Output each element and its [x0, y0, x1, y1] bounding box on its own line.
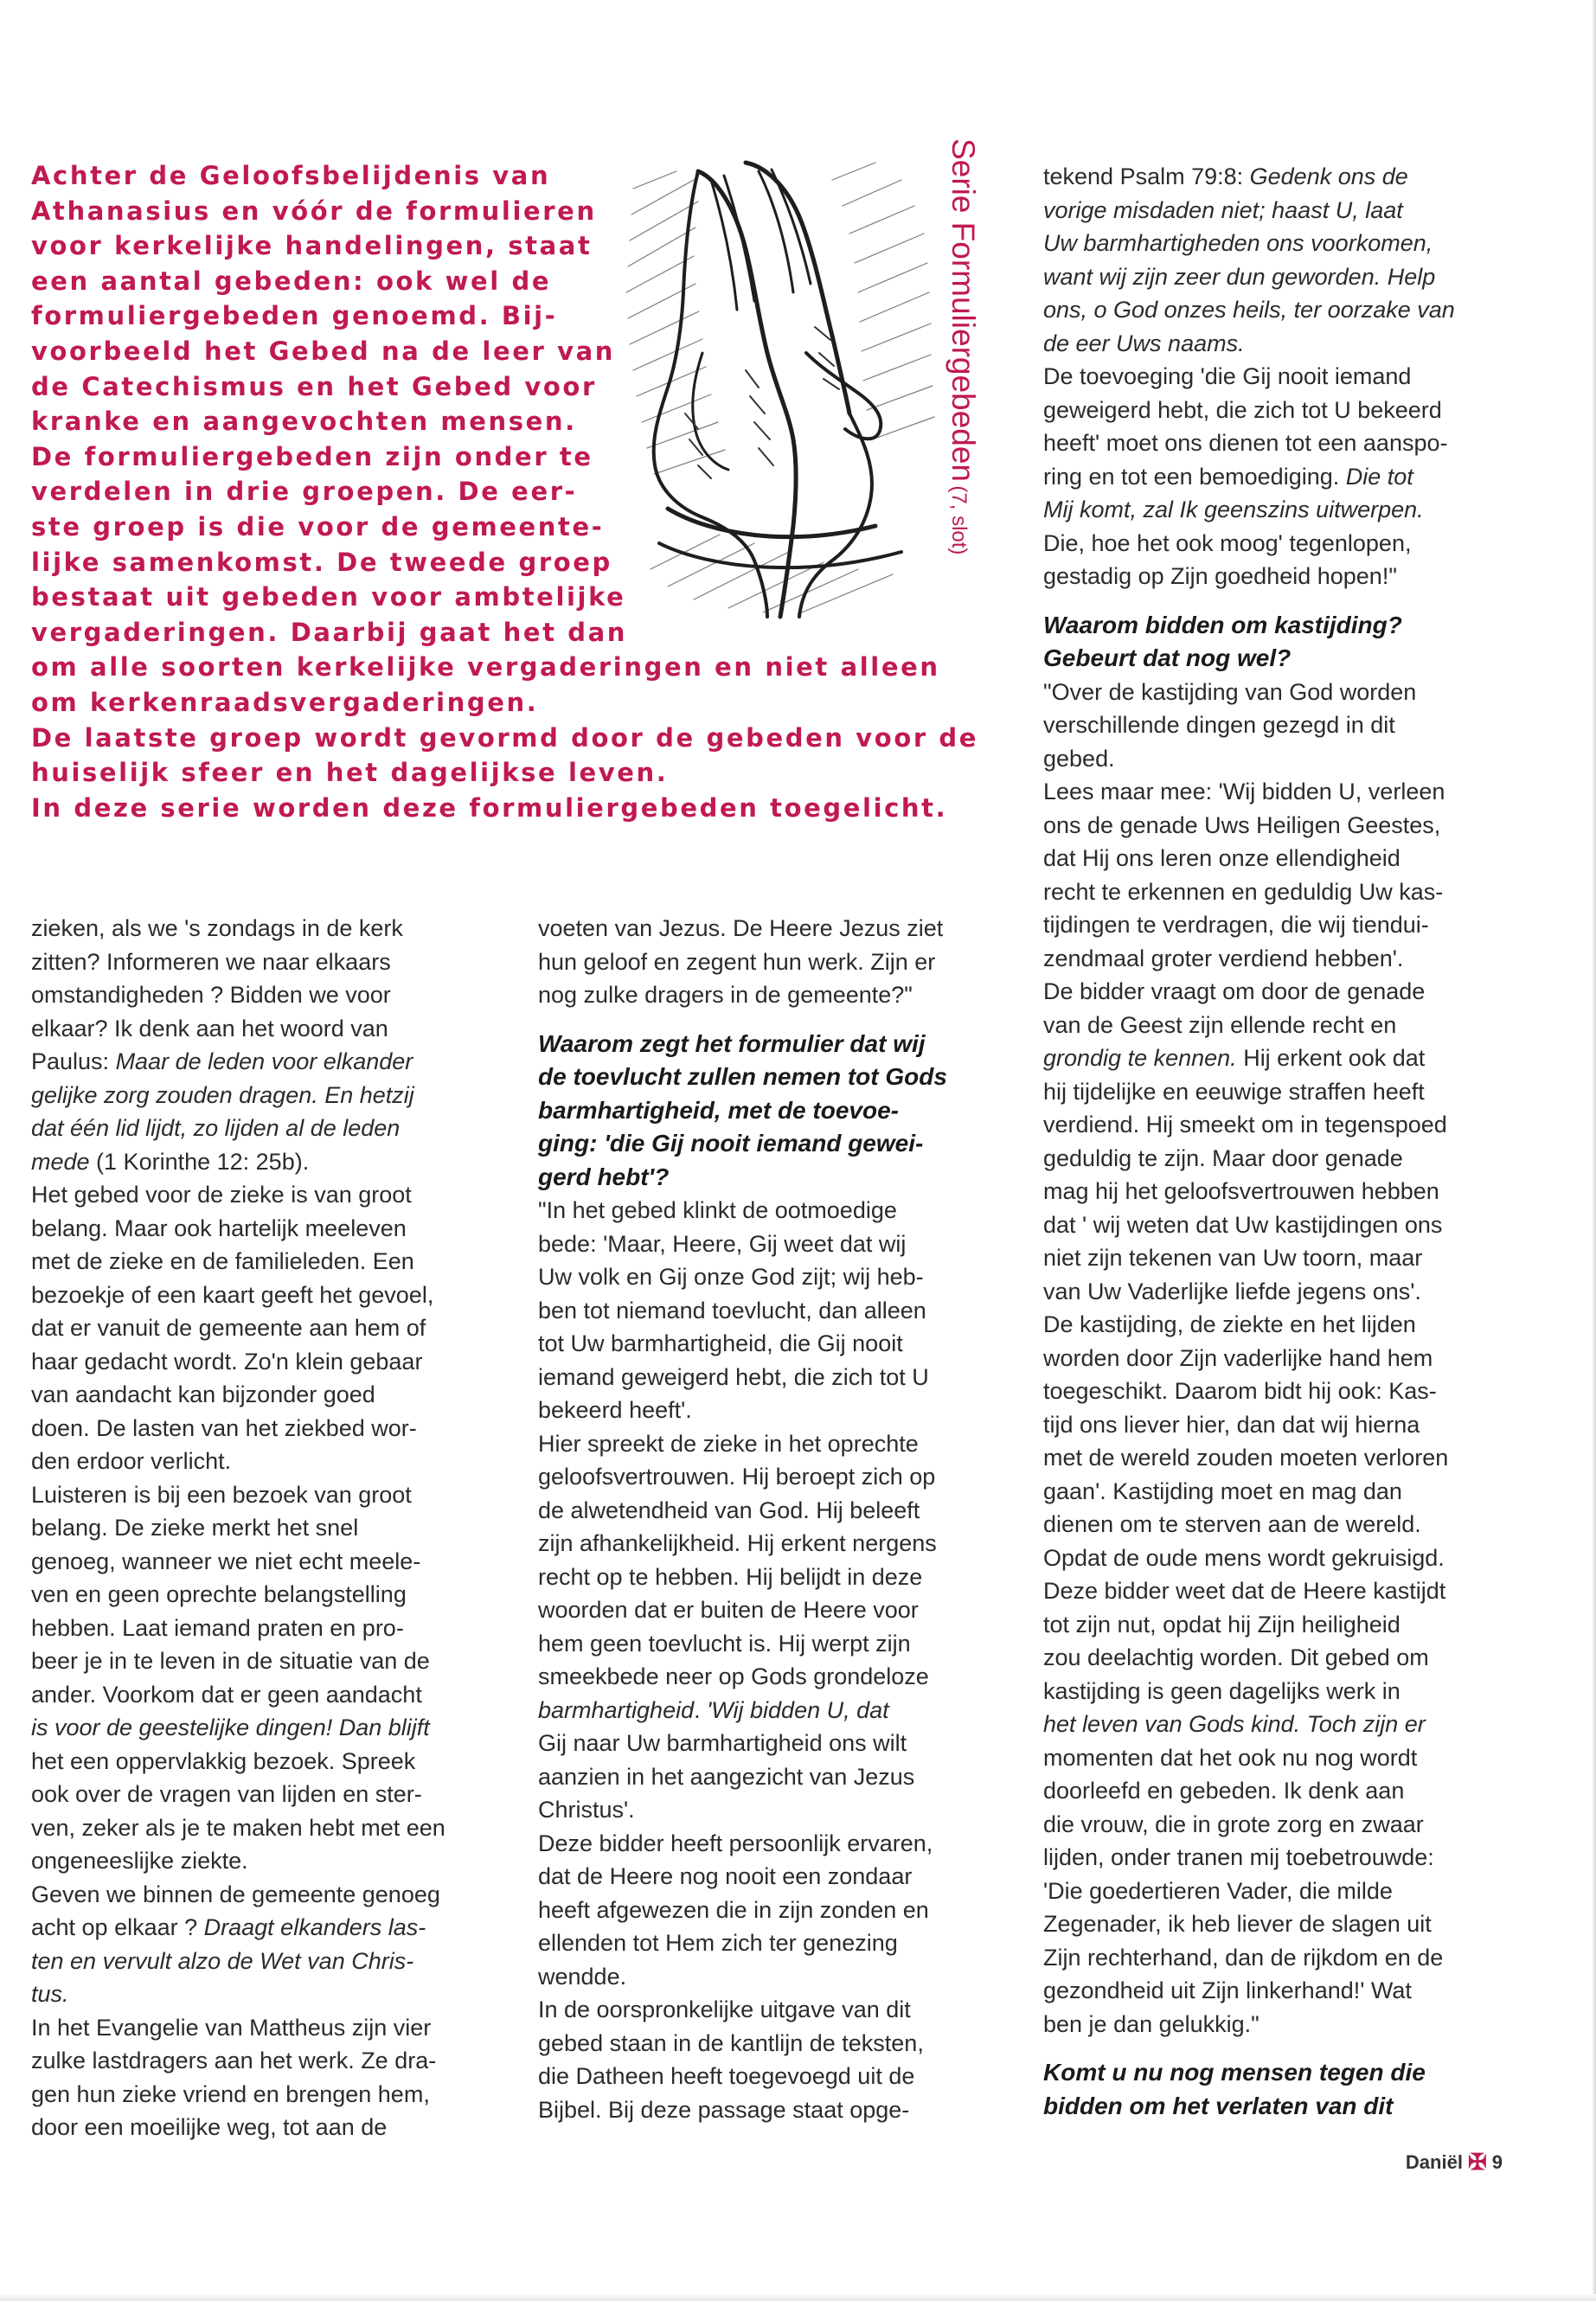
text-line	[31, 912, 516, 945]
text: De toevoeging 'die Gij nooit iemand	[1043, 363, 1412, 389]
text: momenten dat het ook nu nog wordt	[1043, 1744, 1418, 1771]
text: smeekbede neer op Gods grondeloze	[538, 1663, 929, 1689]
paragraph-gap	[1043, 593, 1562, 609]
text-line	[1043, 1941, 1562, 1975]
text-line	[31, 1778, 516, 1811]
intro-line: voorbeeld het Gebed na de leer van	[31, 336, 615, 366]
text-line	[31, 1711, 516, 1745]
intro-line: Achter de Geloofsbelijdenis van	[31, 161, 551, 190]
text: geloofsvertrouwen. Hij beroept zich op	[538, 1464, 936, 1490]
text-line	[1043, 426, 1562, 460]
article-column-3	[1043, 160, 1562, 2123]
text-line	[1043, 975, 1562, 1009]
text-line	[1043, 194, 1562, 228]
text: iemand geweigerd hebt, die zich tot U	[538, 1363, 929, 1390]
text: woorden dat er buiten de Heere voor	[538, 1597, 919, 1623]
text: Die, hoe het ook moog' tegenlopen,	[1043, 529, 1412, 556]
text-line	[1043, 775, 1562, 809]
text: Zegenader, ik heb liever de slagen uit	[1043, 1911, 1432, 1937]
text-line	[1043, 1308, 1562, 1342]
text: die vrouw, die in grote zorg en zwaar	[1043, 1811, 1424, 1837]
text-line	[538, 2027, 1022, 2061]
text-line	[1043, 1541, 1562, 1575]
text: voeten van Jezus. De Heere Jezus ziet	[538, 915, 944, 941]
text: die Datheen heeft toegevoegd uit de	[538, 2063, 915, 2089]
italic-text: 'Wij bidden U, dat	[707, 1696, 889, 1723]
intro-line: Athanasius en vóór de formulieren	[31, 195, 597, 226]
magazine-name: Daniël	[1405, 2150, 1463, 2173]
text-line	[538, 978, 1022, 1012]
text-line	[1043, 1708, 1562, 1741]
text-line	[1043, 1974, 1562, 2008]
text-line	[1043, 327, 1562, 361]
text-line	[1043, 1142, 1562, 1176]
section-heading: gerd hebt'?	[538, 1163, 670, 1190]
intro-line: om kerkenraadsvergaderingen.	[31, 687, 539, 717]
text: heeft afgewezen die in zijn zonden en	[538, 1896, 929, 1923]
intro-line: formuliergebeden genoemd. Bij-	[31, 301, 558, 331]
text: ven en geen oprechte belangstelling	[31, 1581, 407, 1607]
text: Gij naar Uw barmhartigheid ons wilt	[538, 1730, 907, 1756]
text: ben tot niemand toevlucht, dan alleen	[538, 1297, 926, 1324]
text-line	[31, 1245, 516, 1279]
text: gen hun zieke vriend en brengen hem,	[31, 2080, 430, 2107]
italic-text: want wij zijn zeer dun geworden. Help	[1043, 263, 1436, 290]
text-line	[1043, 1375, 1562, 1408]
text: Bijbel. Bij deze passage staat opge-	[538, 2096, 910, 2123]
text-line	[1043, 1574, 1562, 1608]
text-line	[31, 1279, 516, 1312]
text-line	[31, 1045, 516, 1079]
text: Deze bidder heeft persoonlijk ervaren,	[538, 1830, 933, 1856]
text-line	[31, 1678, 516, 1712]
text: recht te erkennen en geduldig Uw kas-	[1043, 878, 1444, 905]
praying-hands-illustration	[616, 154, 945, 621]
text: nog zulke dragers in de gemeente?"	[538, 982, 913, 1008]
text: Deze bidder weet dat de Heere kastijdt	[1043, 1578, 1446, 1604]
series-title-main: Serie Formuliergebeden	[945, 138, 981, 482]
text-line	[538, 1494, 1022, 1528]
text: belang. Maar ook hartelijk meeleven	[31, 1215, 407, 1241]
text: Zijn rechterhand, dan de rijkdom en de	[1043, 1944, 1444, 1971]
italic-text: Uw barmhartigheden ons voorkomen,	[1043, 230, 1433, 256]
text-line	[538, 1394, 1022, 1427]
text-line	[31, 1079, 516, 1112]
text-line	[1043, 1441, 1562, 1475]
intro-line: De laatste groep wordt gevormd door de gebeden voor de	[31, 722, 979, 753]
fleur-cross-icon: ✠	[1467, 2149, 1487, 2175]
text: omstandigheden ? Bidden we voor	[31, 982, 391, 1008]
text: hebben. Laat iemand praten en pro-	[31, 1614, 404, 1641]
text: Uw volk en Gij onze God zijt; wij heb-	[538, 1264, 924, 1290]
text: hem geen toevlucht is. Hij werpt zijn	[538, 1630, 911, 1657]
text: tijd ons liever hier, dan dat wij hierna	[1043, 1411, 1420, 1438]
page-edge-bottom	[0, 2294, 1596, 2301]
text-line	[31, 1311, 516, 1345]
text-line	[538, 1361, 1022, 1394]
text-line	[538, 1926, 1022, 1960]
text: ons de genade Uws Heiligen Geestes,	[1043, 811, 1441, 838]
paragraph-gap	[1043, 2041, 1562, 2056]
text-line	[538, 1593, 1022, 1627]
text-line	[1043, 1342, 1562, 1375]
text-line	[538, 1294, 1022, 1328]
text-line	[1043, 1275, 1562, 1309]
italic-text: ten en vervult alzo de Wet van Chris-	[31, 1947, 414, 1974]
text-line	[31, 945, 516, 979]
text-line	[1043, 809, 1562, 843]
text: mag hij het geloofsvertrouwen hebben	[1043, 1178, 1439, 1204]
text: tijdingen te verdragen, die wij tiendui-	[1043, 912, 1429, 938]
text: geweigerd hebt, die zich tot U bekeerd	[1043, 396, 1442, 423]
text-line	[538, 1660, 1022, 1694]
italic-text: Maar de leden voor elkander	[115, 1048, 413, 1074]
intro-line: voor kerkelijke handelingen, staat	[31, 231, 593, 261]
text-line	[1043, 942, 1562, 976]
section-heading: bidden om het verlaten van dit	[1043, 2092, 1394, 2119]
italic-text: tus.	[31, 1981, 69, 2007]
text-line	[538, 1194, 1022, 1227]
intro-line: huiselijk sfeer en het dagelijkse leven.	[31, 758, 669, 788]
text: dienen om te sterven aan de wereld.	[1043, 1511, 1421, 1537]
text-line	[538, 1727, 1022, 1760]
text: In het Evangelie van Mattheus zijn vier	[31, 2014, 432, 2041]
italic-text: Draagt elkanders las-	[203, 1914, 426, 1940]
text: zou deelachtig worden. Dit gebed om	[1043, 1644, 1429, 1670]
text-line	[31, 1977, 516, 2011]
section-heading: Komt u nu nog mensen tegen die	[1043, 2059, 1426, 2086]
text-line	[31, 2044, 516, 2078]
page-number: 9	[1491, 2150, 1503, 2173]
text-line	[1043, 842, 1562, 875]
text: zitten? Informeren we naar elkaars	[31, 948, 391, 975]
text: hij tijdelijke en eeuwige straffen heeft	[1043, 1078, 1425, 1105]
text: Het gebed voor de zieke is van groot	[31, 1182, 412, 1208]
italic-text: mede	[31, 1148, 90, 1175]
text-line	[1043, 493, 1562, 527]
text: verschillende dingen gezegd in dit	[1043, 712, 1395, 738]
text: dat de Heere nog nooit een zondaar	[538, 1863, 913, 1889]
text: De kastijding, de ziekte en het lijden	[1043, 1311, 1416, 1337]
text: worden door Zijn vaderlijke hand hem	[1043, 1344, 1433, 1371]
text: lijden, onder tranen mij toebetrouwde:	[1043, 1844, 1434, 1870]
text: bede: 'Maar, Heere, Gij weet dat wij	[538, 1230, 907, 1257]
text-line	[1043, 1475, 1562, 1509]
text-line	[31, 1844, 516, 1878]
section-heading: Waarom zegt het formulier dat wij	[538, 1029, 926, 1057]
text-line	[1043, 1075, 1562, 1109]
italic-text: dat één lid lijdt, zo lijden al de leden	[31, 1115, 401, 1141]
section-heading: Waarom bidden om kastijding?	[1043, 611, 1402, 638]
intro-line: In deze serie worden deze formuliergebeden toegelicht.	[31, 792, 948, 823]
text: haar gedacht wordt. Zo'n klein gebaar	[31, 1348, 423, 1375]
text-line	[31, 1212, 516, 1246]
text: ongeneeslijke ziekte.	[31, 1848, 248, 1874]
text: Hij erkent ook dat	[1236, 1045, 1426, 1071]
text: zieken, als we 's zondags in de kerk	[31, 915, 403, 941]
text-line	[1043, 742, 1562, 776]
text: ander. Voorkom dat er geen aandacht	[31, 1681, 422, 1708]
text-line	[538, 2060, 1022, 2093]
italic-text: het leven van Gods kind. Toch zijn er	[1043, 1711, 1426, 1737]
text: hun geloof en zegent hun werk. Zijn er	[538, 948, 936, 975]
section-heading: Gebeurt dat nog wel?	[1043, 644, 1292, 671]
italic-text: Mij komt, zal Ik geenszins uitwerpen.	[1043, 497, 1424, 522]
text: gezondheid uit Zijn linkerhand!' Wat	[1043, 1977, 1412, 2003]
text-line	[31, 1478, 516, 1512]
text-line	[538, 1227, 1022, 1261]
text: Geven we binnen de gemeente genoeg	[31, 1881, 440, 1907]
text: dat er vanuit de gemeente aan hem of	[31, 1315, 426, 1341]
text: ben je dan gelukkig."	[1043, 2010, 1259, 2037]
text-line	[538, 1793, 1022, 1827]
text: doen. De lasten van het ziekbed wor-	[31, 1414, 417, 1441]
italic-text: grondig te kennen.	[1043, 1045, 1237, 1071]
text: tekend Psalm 79:8:	[1043, 163, 1250, 189]
text-line	[1043, 1608, 1562, 1642]
text: Luisteren is bij een bezoek van groot	[31, 1481, 412, 1508]
text-line	[31, 1811, 516, 1845]
section-heading: de toevlucht zullen nemen tot Gods	[538, 1063, 947, 1090]
intro-line: ste groep is die voor de gemeente-	[31, 511, 605, 542]
text: van aandacht kan bijzonder goed	[31, 1381, 375, 1407]
text-line	[31, 1878, 516, 1912]
article-column-1	[31, 912, 516, 2144]
text: bekeerd heeft'.	[538, 1397, 692, 1423]
text-line	[1043, 1108, 1562, 1142]
intro-line: vergaderingen. Daarbij gaat het dan	[31, 617, 628, 647]
text: doorleefd en gebeden. Ik denk aan	[1043, 1778, 1405, 1804]
text: Hier spreekt de zieke in het oprechte	[538, 1430, 919, 1457]
text: gaan'. Kastijding moet en mag dan	[1043, 1477, 1402, 1504]
text: gebed.	[1043, 745, 1115, 772]
text: met de wereld zouden moeten verloren	[1043, 1445, 1449, 1471]
intro-line: een aantal gebeden: ook wel de	[31, 266, 552, 296]
intro-line: lijke samenkomst. De tweede groep	[31, 547, 612, 577]
italic-text: Die tot	[1345, 463, 1413, 490]
text-line	[1043, 1875, 1562, 1908]
text-line	[538, 912, 1022, 945]
text-line	[538, 945, 1022, 979]
text-line	[538, 2093, 1022, 2127]
text-line	[31, 1445, 516, 1478]
text-line	[31, 1178, 516, 1212]
text: (1 Korinthe 12: 25b).	[89, 1148, 310, 1175]
text-line	[1043, 394, 1562, 427]
text-line	[31, 2111, 516, 2144]
text: genoeg, wanneer we niet echt meele-	[31, 1548, 421, 1574]
text-line	[1043, 527, 1562, 561]
text: zendmaal groter verdiend hebben'.	[1043, 945, 1404, 971]
text-line	[31, 1545, 516, 1579]
intro-line: De formuliergebeden zijn onder te	[31, 441, 593, 471]
text-line	[1043, 260, 1562, 294]
text: geduldig te zijn. Maar door genade	[1043, 1144, 1403, 1171]
text-line	[538, 1894, 1022, 1927]
text: bezoekje of een kaart geeft het gevoel,	[31, 1281, 434, 1308]
text-line	[538, 1993, 1022, 2027]
text: van Uw Vaderlijke liefde jegens ons'.	[1043, 1278, 1421, 1304]
text-line	[538, 1561, 1022, 1594]
intro-line: kranke en aangevochten mensen.	[31, 407, 577, 437]
text-line	[31, 2011, 516, 2045]
intro-line: de Catechismus en het Gebed voor	[31, 371, 597, 401]
text-line	[538, 1960, 1022, 1994]
text: ven, zeker als je te maken hebt met een	[31, 1814, 445, 1841]
text-line	[1043, 708, 1562, 742]
text-line	[31, 1112, 516, 1145]
text: Paulus:	[31, 1048, 116, 1074]
text: Lees maar mee: 'Wij bidden U, verleen	[1043, 779, 1445, 804]
text-line	[31, 1412, 516, 1445]
text-line	[31, 1578, 516, 1612]
text-line	[1043, 1208, 1562, 1242]
text-line	[31, 1612, 516, 1645]
text-line	[31, 1511, 516, 1545]
text: ellenden tot Hem zich ter genezing	[538, 1930, 898, 1956]
text-line	[31, 2078, 516, 2112]
text: .	[694, 1696, 708, 1723]
text-line	[31, 1345, 516, 1379]
text-line	[1043, 1841, 1562, 1875]
text: recht op te hebben. Hij belijdt in deze	[538, 1563, 923, 1590]
text: acht op elkaar ?	[31, 1914, 204, 1940]
text: tot zijn nut, opdat hij Zijn heiligheid	[1043, 1611, 1401, 1638]
text: ook over de vragen van lijden en ster-	[31, 1781, 422, 1807]
italic-text: Gedenk ons de	[1249, 163, 1408, 189]
text-line	[1043, 560, 1562, 593]
series-title	[939, 138, 990, 649]
text-line	[1043, 875, 1562, 909]
text: In de oorspronkelijke uitgave van dit	[538, 1997, 911, 2022]
text-line	[1043, 360, 1562, 394]
text-line	[538, 1327, 1022, 1361]
intro-line: verdelen in drie groepen. De eer-	[31, 477, 578, 507]
section-heading: barmhartigheid, met de toevoe-	[538, 1096, 899, 1124]
text: verdiend. Hij smeekt om in tegenspoed	[1043, 1112, 1447, 1138]
text: 'Die goedertieren Vader, die milde	[1043, 1877, 1393, 1904]
text-line	[1043, 1741, 1562, 1775]
text-line	[1043, 460, 1562, 494]
text-line	[31, 1012, 516, 1046]
text-line	[1043, 227, 1562, 260]
text: dat Hij ons leren onze ellendigheid	[1043, 845, 1401, 871]
text-line	[1043, 1774, 1562, 1808]
text-line	[31, 1945, 516, 1978]
text-line	[538, 1860, 1022, 1894]
text-line	[31, 1378, 516, 1412]
intro-line: bestaat uit gebeden voor ambtelijke	[31, 582, 626, 612]
text-line	[538, 1260, 1022, 1294]
text-line	[31, 978, 516, 1012]
italic-text: gelijke zorg zouden dragen. En hetzij	[31, 1081, 414, 1108]
text-line	[538, 1460, 1022, 1494]
text-line	[1043, 1042, 1562, 1075]
text: den erdoor verlicht.	[31, 1448, 232, 1474]
paragraph-gap	[538, 1012, 1022, 1028]
text: zijn afhankelijkheid. Hij erkent nergens	[538, 1530, 937, 1556]
text: elkaar? Ik denk aan het woord van	[31, 1015, 388, 1042]
text-line	[538, 1760, 1022, 1794]
text: tot Uw barmhartigheid, die Gij nooit	[538, 1330, 903, 1356]
text: met de zieke en de familieleden. Een	[31, 1248, 414, 1274]
text: "Over de kastijding van God worden	[1043, 678, 1417, 705]
text-line	[1043, 293, 1562, 327]
text-line	[31, 1911, 516, 1945]
text: aanzien in het aangezicht van Jezus	[538, 1763, 915, 1790]
text: kastijding is geen dagelijks werk in	[1043, 1677, 1401, 1704]
text: toegeschikt. Daarom bidt hij ook: Kas-	[1043, 1378, 1437, 1404]
text: heeft' moet ons dienen tot een aanspo-	[1043, 430, 1448, 456]
text: van de Geest zijn ellende recht en	[1043, 1011, 1397, 1038]
text-line	[31, 1644, 516, 1678]
text: "In het gebed klinkt de ootmoedige	[538, 1197, 897, 1223]
series-title-sub: (7, slot)	[947, 485, 971, 555]
text: gestadig op Zijn goedheid hopen!"	[1043, 563, 1397, 589]
italic-text: barmhartigheid	[538, 1696, 695, 1723]
text-line	[538, 1527, 1022, 1561]
text-line	[538, 1427, 1022, 1461]
italic-text: is voor de geestelijke dingen! Dan blijft	[31, 1715, 430, 1740]
text: Opdat de oude mens wordt gekruisigd.	[1043, 1544, 1445, 1571]
text: de alwetendheid van God. Hij beleeft	[538, 1497, 920, 1523]
text-line	[1043, 1808, 1562, 1842]
text-line	[31, 1745, 516, 1779]
text-line	[1043, 1907, 1562, 1941]
page-footer	[1406, 2149, 1503, 2176]
intro-line: om alle soorten kerkelijke vergaderingen en niet alleen	[31, 652, 940, 683]
text: wendde.	[538, 1963, 627, 1990]
page-edge	[1593, 0, 1596, 2301]
text-line	[1043, 2008, 1562, 2041]
text-line	[1043, 1641, 1562, 1675]
text-line	[1043, 1508, 1562, 1541]
text-line	[1043, 1241, 1562, 1275]
text: zulke lastdragers aan het werk. Ze dra-	[31, 2048, 437, 2073]
text: het een oppervlakkig bezoek. Spreek	[31, 1747, 416, 1774]
text-line	[1043, 1675, 1562, 1708]
text-line	[1043, 908, 1562, 942]
text-line	[31, 1145, 516, 1179]
text: De bidder vraagt om door de genade	[1043, 978, 1426, 1004]
text: niet zijn tekenen van Uw toorn, maar	[1043, 1245, 1423, 1271]
text: ring en tot een bemoediging.	[1043, 463, 1346, 490]
text: gebed staan in de kantlijn de teksten,	[538, 2029, 924, 2056]
text: dat ' wij weten dat Uw kastijdingen ons	[1043, 1211, 1443, 1238]
text: belang. De zieke merkt het snel	[31, 1515, 359, 1541]
text-line	[538, 1827, 1022, 1861]
text-line	[1043, 676, 1562, 709]
text-line	[1043, 1408, 1562, 1442]
article-column-2	[538, 912, 1022, 2126]
text-line	[1043, 1175, 1562, 1208]
text-line	[1043, 160, 1562, 194]
section-heading: ging: 'die Gij nooit iemand gewei-	[538, 1130, 924, 1157]
text-line	[538, 1627, 1022, 1661]
italic-text: vorige misdaden niet; haast U, laat	[1043, 196, 1403, 223]
text: Christus'.	[538, 1797, 635, 1823]
text: beer je in te leven in de situatie van de	[31, 1648, 430, 1674]
text-line	[538, 1694, 1022, 1727]
text-line	[1043, 1009, 1562, 1042]
italic-text: de eer Uws naams.	[1043, 330, 1245, 356]
italic-text: ons, o God onzes heils, ter oorzake van	[1043, 297, 1455, 323]
text: door een moeilijke weg, tot aan de	[31, 2114, 388, 2140]
